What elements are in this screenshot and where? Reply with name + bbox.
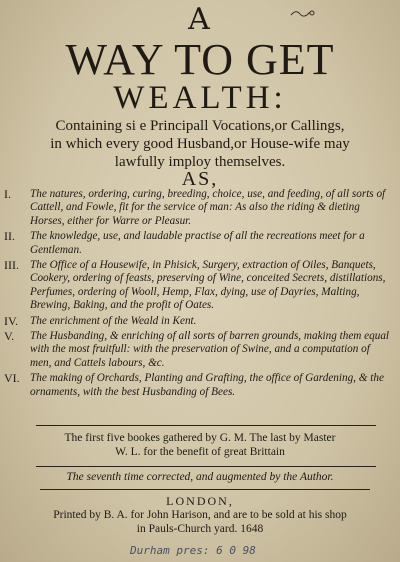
imprint-line-2: in Pauls-Church yard. 1648 [136,523,264,535]
subtitle-line-3: lawfully imploy themselves. [114,154,286,170]
item-number: I. [4,187,11,201]
divider-rule [36,466,376,467]
item-number: II. [4,229,15,244]
title-line-3: WEALTH: [113,80,287,116]
list-item [4,230,394,257]
list-item [4,330,394,370]
divider-rule [36,425,376,426]
subtitle-line-2: in which every good Husband,or House-wife may [50,136,350,152]
edition-note: The seventh time corrected, and augmented by the Author. [66,471,334,483]
list-item [4,259,394,313]
imprint-line-1: Printed by B. A. for John Harison, and are to be sold at his shop [53,509,347,521]
imprint-place: LONDON, [166,494,234,508]
item-number: V. [4,329,15,344]
title-line-2: WAY TO GET [65,35,335,84]
item-number: III. [4,258,19,273]
as-heading: AS, [181,168,219,190]
gathered-line-1: The first five bookes gathered by G. M. The last by Master [64,432,336,444]
item-text: The making of Orchards, Planting and Grafting, the office of Gardening, & the ornaments, with the best Husbanding of Bees. [30,372,384,398]
title-line-1: A [188,2,212,37]
item-text: The enrichment of the Weald in Kent. [30,314,197,327]
divider-rule [40,489,370,490]
handwritten-note: Durham pres: 6 0 98 [130,544,256,557]
item-number: IV. [4,313,19,328]
list-item [4,188,394,228]
list-item [4,372,394,399]
item-text: The natures, ordering, curing, breeding, choice, use, and feeding, of all sorts of Cattell, and Fowle, fit for the service of man: As also the riding & dieting Horses, either for Warre or Pleasur. [30,188,386,227]
subtitle-line-1: Containing si e Principall Vocations,or Callings, [55,118,345,134]
item-number: VI. [4,371,20,386]
gathered-line-2: W. L. for the benefit of great Brittain [115,446,285,458]
contents-list [4,188,394,401]
list-item [4,315,394,328]
item-text: The knowledge, use, and laudable practise of all the recreations meet for a Gentleman. [30,230,365,256]
item-text: The Husbanding, & enriching of all sorts of barren grounds, making them equal with the most fruitfull: with the preservation of Swine, and a computation of men, and Cattels labours, &c. [30,330,390,369]
item-text: The Office of a Housewife, in Phisick, Surgery, extraction of Oiles, Banquets, Cookery, ordering of feasts, preserving of Wine, conceited Secrets, distillations, Perfumes, ordering of Wooll, Hemp, Flax, dying, use of Dayries, Malting, Brewing, Baking, and the profit of Oates. [30,259,386,312]
